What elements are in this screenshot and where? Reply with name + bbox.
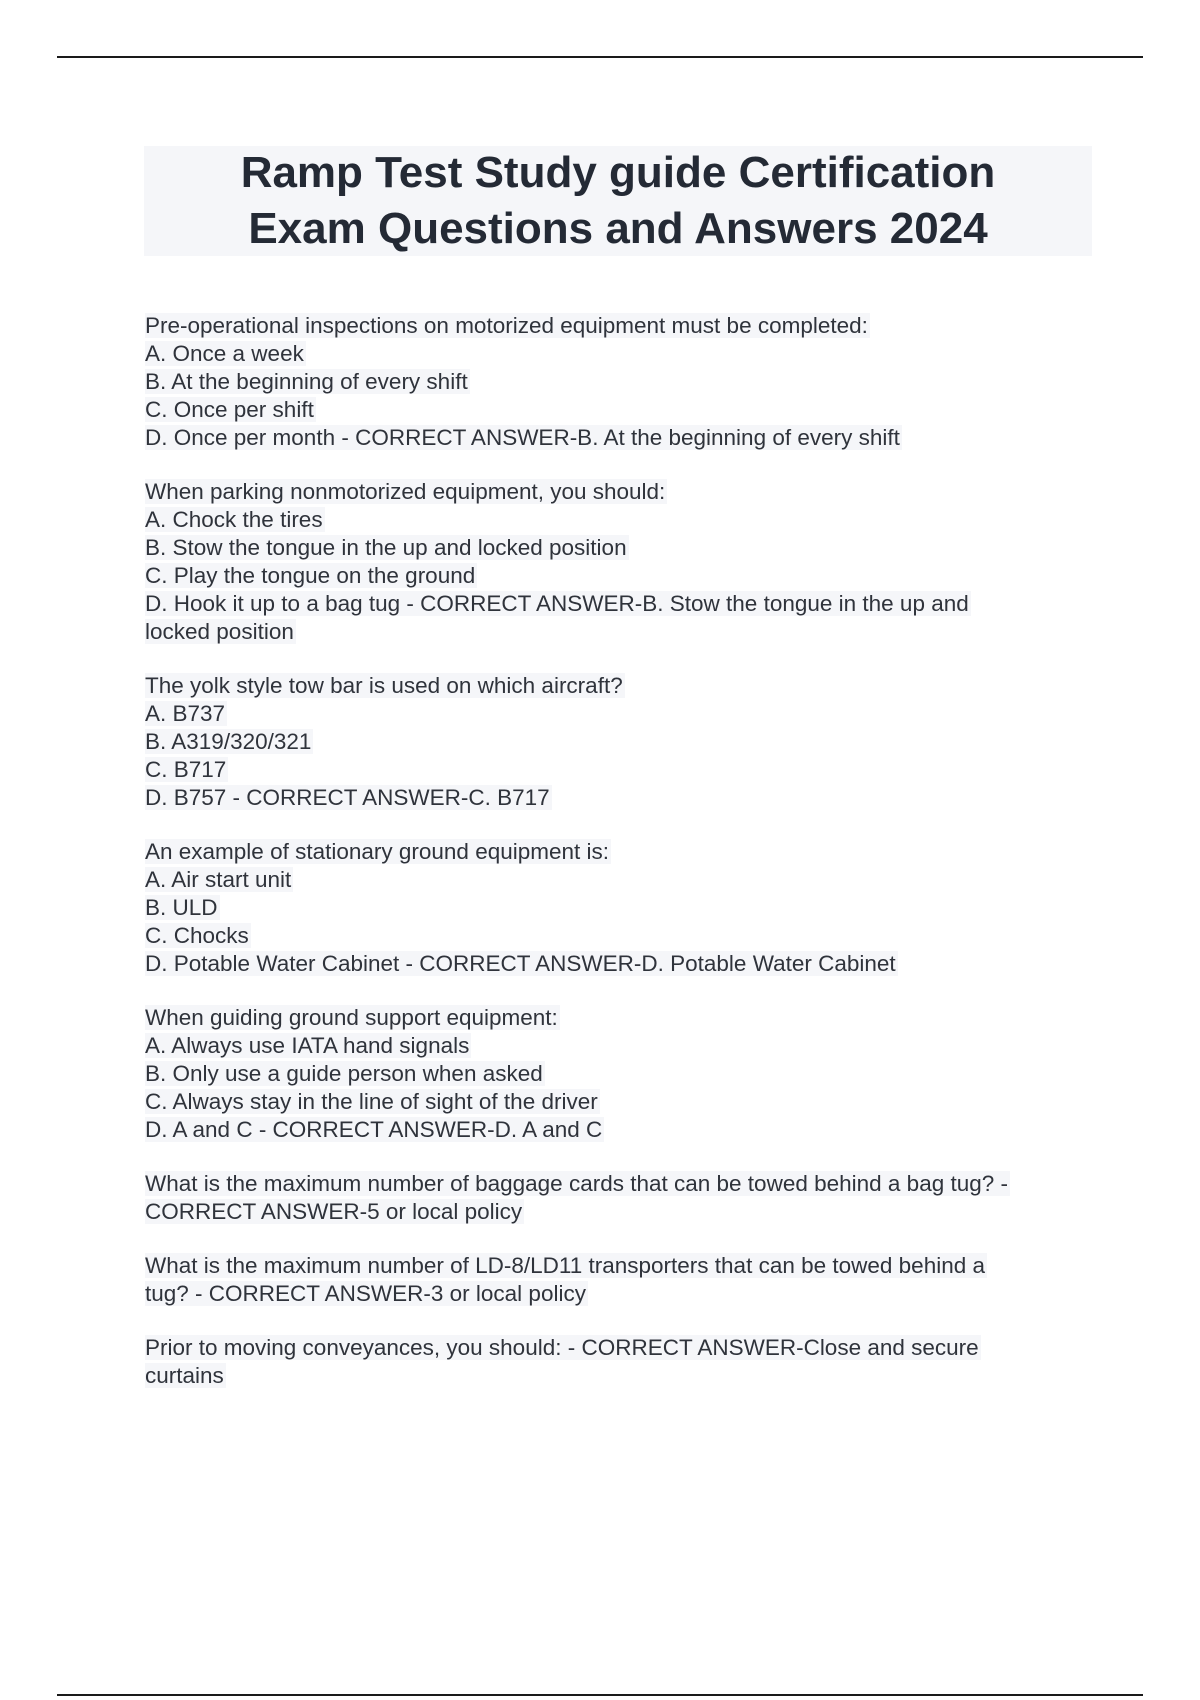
answer-option: A. B737 bbox=[145, 701, 226, 726]
question-text: An example of stationary ground equipment is: bbox=[145, 839, 610, 864]
answer-option: C. B717 bbox=[145, 757, 227, 782]
question-block-5 bbox=[145, 1004, 1090, 1144]
answer-option-correct: D. Once per month - CORRECT ANSWER-B. At the beginning of every shift bbox=[145, 425, 900, 450]
question-block-4 bbox=[145, 838, 1090, 978]
question-block-1 bbox=[145, 312, 1090, 452]
question-text: What is the maximum number of LD-8/LD11 transporters that can be towed behind a bbox=[145, 1253, 986, 1278]
answer-option-correct: D. B757 - CORRECT ANSWER-C. B717 bbox=[145, 785, 550, 810]
answer-option: C. Always stay in the line of sight of the driver bbox=[145, 1089, 598, 1114]
answer-option: C. Once per shift bbox=[145, 397, 314, 422]
question-block-2 bbox=[145, 478, 1090, 646]
document-title bbox=[144, 146, 1092, 256]
question-text: What is the maximum number of baggage cards that can be towed behind a bag tug? - bbox=[145, 1171, 1009, 1196]
answer-option: B. ULD bbox=[145, 895, 218, 920]
answer-option: A. Chock the tires bbox=[145, 507, 323, 532]
bottom-divider bbox=[57, 1694, 1143, 1696]
answer-option: A. Once a week bbox=[145, 341, 304, 366]
answer-option: B. A319/320/321 bbox=[145, 729, 312, 754]
question-text: The yolk style tow bar is used on which aircraft? bbox=[145, 673, 623, 698]
question-text: When guiding ground support equipment: bbox=[145, 1005, 558, 1030]
answer-option-correct-cont: locked position bbox=[145, 619, 294, 644]
answer-option: B. Stow the tongue in the up and locked position bbox=[145, 535, 627, 560]
answer-text: curtains bbox=[145, 1363, 224, 1388]
answer-option: C. Chocks bbox=[145, 923, 249, 948]
answer-option: B. Only use a guide person when asked bbox=[145, 1061, 543, 1086]
question-list bbox=[145, 312, 1090, 1416]
answer-text: tug? - CORRECT ANSWER-3 or local policy bbox=[145, 1281, 586, 1306]
question-block-3 bbox=[145, 672, 1090, 812]
answer-option: A. Always use IATA hand signals bbox=[145, 1033, 470, 1058]
question-text: Prior to moving conveyances, you should: - CORRECT ANSWER-Close and secure bbox=[145, 1335, 979, 1360]
question-text: When parking nonmotorized equipment, you should: bbox=[145, 479, 666, 504]
answer-option-correct: D. Potable Water Cabinet - CORRECT ANSWER-D. Potable Water Cabinet bbox=[145, 951, 896, 976]
top-divider bbox=[57, 56, 1143, 58]
title-line-1: Ramp Test Study guide Certification bbox=[240, 148, 996, 197]
answer-option: B. At the beginning of every shift bbox=[145, 369, 468, 394]
question-text: Pre-operational inspections on motorized equipment must be completed: bbox=[145, 313, 868, 338]
question-block-8 bbox=[145, 1334, 1090, 1390]
answer-option-correct: D. A and C - CORRECT ANSWER-D. A and C bbox=[145, 1117, 603, 1142]
answer-option: C. Play the tongue on the ground bbox=[145, 563, 476, 588]
answer-option-correct: D. Hook it up to a bag tug - CORRECT ANSWER-B. Stow the tongue in the up and bbox=[145, 591, 969, 616]
question-block-7 bbox=[145, 1252, 1090, 1308]
title-line-2: Exam Questions and Answers 2024 bbox=[248, 204, 988, 253]
question-block-6 bbox=[145, 1170, 1090, 1226]
answer-option: A. Air start unit bbox=[145, 867, 292, 892]
answer-text: CORRECT ANSWER-5 or local policy bbox=[145, 1199, 523, 1224]
